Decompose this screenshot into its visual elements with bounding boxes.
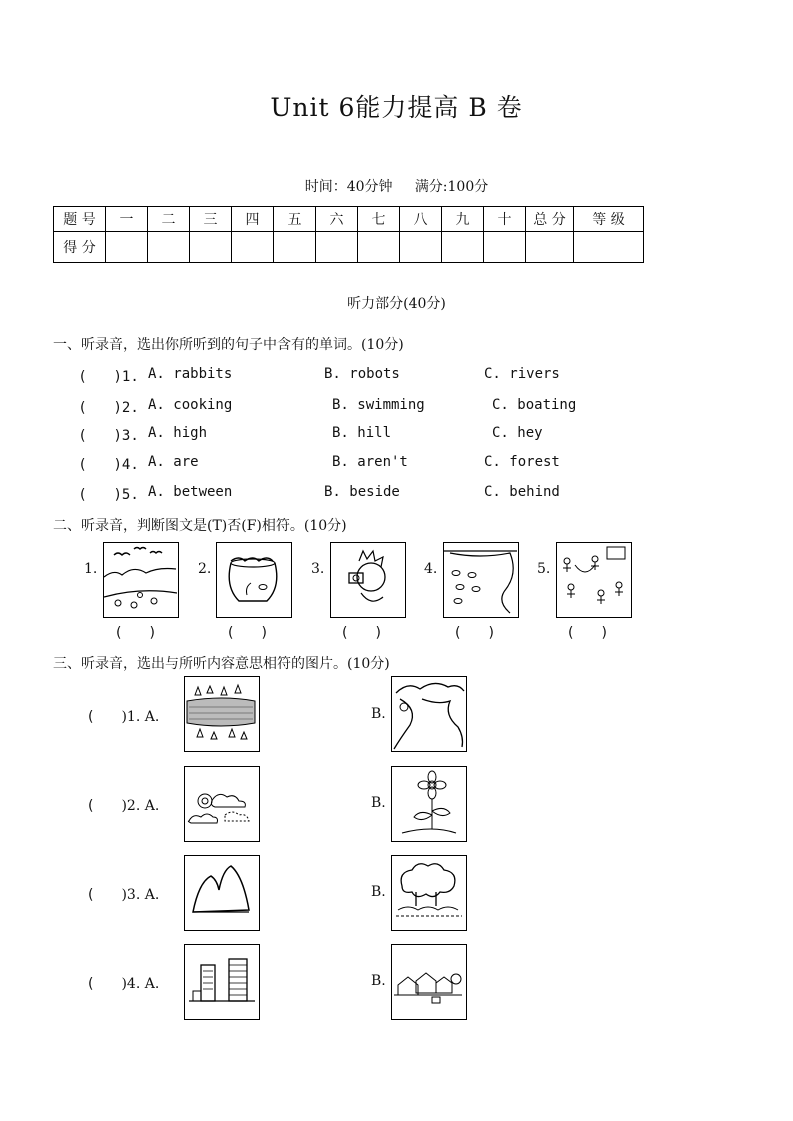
row-label-cell: 得 分 xyxy=(54,232,106,263)
score-table xyxy=(53,206,644,263)
header-cell: 总 分 xyxy=(526,207,574,232)
picture-label: 4. xyxy=(424,561,438,577)
section2-title: 二、听录音，判断图文是(T)否(F)相符。(10分) xyxy=(53,518,347,534)
list-item: ( )1. xyxy=(80,369,139,385)
option-b-label: B. xyxy=(371,973,386,989)
picture-label: 1. xyxy=(84,561,98,577)
section3-title: 三、听录音，选出与所听内容意思相符的图片。(10分) xyxy=(53,656,390,672)
list-item: ( )3. xyxy=(80,428,139,444)
score-cell[interactable] xyxy=(484,232,526,263)
birds-flowers-picture xyxy=(103,542,179,618)
score-cell[interactable] xyxy=(274,232,316,263)
score-cell[interactable] xyxy=(526,232,574,263)
answer-blank[interactable]: ( xyxy=(80,369,114,385)
list-item: ( )2. A. xyxy=(88,798,160,814)
option-b-label: B. xyxy=(371,884,386,900)
picture-label: 2. xyxy=(198,561,212,577)
option-a[interactable]: A. are xyxy=(148,454,199,470)
score-cell[interactable] xyxy=(232,232,274,263)
exam-meta xyxy=(0,176,793,196)
answer-blank[interactable]: ( ) xyxy=(228,625,267,641)
header-cell: 题 号 xyxy=(54,207,106,232)
picture-label: 5. xyxy=(537,561,551,577)
list-item: ( )4. xyxy=(80,457,139,473)
header-cell: 二 xyxy=(148,207,190,232)
option-c[interactable]: C. forest xyxy=(484,454,560,470)
river-path-picture[interactable] xyxy=(391,676,467,752)
option-b[interactable]: B. aren't xyxy=(332,454,408,470)
option-a[interactable]: A. cooking xyxy=(148,397,233,413)
score-table-score-row xyxy=(54,232,644,263)
mountains-picture[interactable] xyxy=(184,855,260,931)
header-cell: 七 xyxy=(358,207,400,232)
ducks-lake-picture xyxy=(443,542,519,618)
lake-trees-picture[interactable] xyxy=(184,676,260,752)
flower-picture[interactable] xyxy=(391,766,467,842)
score-cell[interactable] xyxy=(358,232,400,263)
list-item: ( )1. A. xyxy=(88,709,160,725)
header-cell: 十 xyxy=(484,207,526,232)
score-cell[interactable] xyxy=(316,232,358,263)
answer-blank[interactable]: ( xyxy=(88,976,122,992)
answer-blank[interactable]: ( xyxy=(80,428,114,444)
option-c[interactable]: C. hey xyxy=(492,425,543,441)
list-item: ( )2. xyxy=(80,400,139,416)
answer-blank[interactable]: ( xyxy=(88,887,122,903)
score-cell[interactable] xyxy=(574,232,644,263)
answer-blank[interactable]: ( ) xyxy=(455,625,494,641)
option-c[interactable]: C. boating xyxy=(492,397,577,413)
boy-camera-picture xyxy=(330,542,406,618)
header-cell: 一 xyxy=(106,207,148,232)
header-cell: 三 xyxy=(190,207,232,232)
sun-clouds-picture[interactable] xyxy=(184,766,260,842)
header-cell: 八 xyxy=(400,207,442,232)
answer-blank[interactable]: ( ) xyxy=(342,625,381,641)
answer-blank[interactable]: ( xyxy=(88,709,122,725)
answer-blank[interactable]: ( xyxy=(88,798,122,814)
answer-blank[interactable]: ( xyxy=(80,457,114,473)
list-item: ( )3. A. xyxy=(88,887,160,903)
option-b-label: B. xyxy=(371,706,386,722)
score-cell[interactable] xyxy=(106,232,148,263)
village-picture[interactable] xyxy=(391,944,467,1020)
option-a[interactable]: A. rabbits xyxy=(148,366,233,382)
score-cell[interactable] xyxy=(400,232,442,263)
header-cell: 等 级 xyxy=(574,207,644,232)
option-c[interactable]: C. behind xyxy=(484,484,560,500)
header-cell: 五 xyxy=(274,207,316,232)
option-b[interactable]: B. hill xyxy=(332,425,392,441)
option-b-label: B. xyxy=(371,795,386,811)
picture-label: 3. xyxy=(311,561,325,577)
option-b[interactable]: B. beside xyxy=(324,484,400,500)
section1-title: 一、听录音，选出你所听到的句子中含有的单词。(10分) xyxy=(53,337,404,353)
score-cell[interactable] xyxy=(190,232,232,263)
header-cell: 四 xyxy=(232,207,274,232)
page-title: Unit 6能力提高 B 卷 xyxy=(270,93,523,122)
option-c[interactable]: C. rivers xyxy=(484,366,560,382)
score-table-header-row xyxy=(54,207,644,232)
option-a[interactable]: A. high xyxy=(148,425,208,441)
score-cell[interactable] xyxy=(148,232,190,263)
fishbowl-picture xyxy=(216,542,292,618)
buildings-picture[interactable] xyxy=(184,944,260,1020)
answer-blank[interactable]: ( ) xyxy=(116,625,155,641)
list-item: ( )4. A. xyxy=(88,976,160,992)
list-item: ( )5. xyxy=(80,487,139,503)
option-b[interactable]: B. swimming xyxy=(332,397,425,413)
exam-time: 时间：40分钟 xyxy=(304,179,393,195)
answer-blank[interactable]: ( ) xyxy=(568,625,607,641)
trees-picture[interactable] xyxy=(391,855,467,931)
answer-blank[interactable]: ( xyxy=(80,400,114,416)
option-b[interactable]: B. robots xyxy=(324,366,400,382)
header-cell: 九 xyxy=(442,207,484,232)
answer-blank[interactable]: ( xyxy=(80,487,114,503)
exam-full-score: 满分:100分 xyxy=(414,179,489,195)
option-a[interactable]: A. between xyxy=(148,484,233,500)
children-playing-picture xyxy=(556,542,632,618)
listening-section-title: 听力部分(40分) xyxy=(347,296,446,312)
header-cell: 六 xyxy=(316,207,358,232)
score-cell[interactable] xyxy=(442,232,484,263)
